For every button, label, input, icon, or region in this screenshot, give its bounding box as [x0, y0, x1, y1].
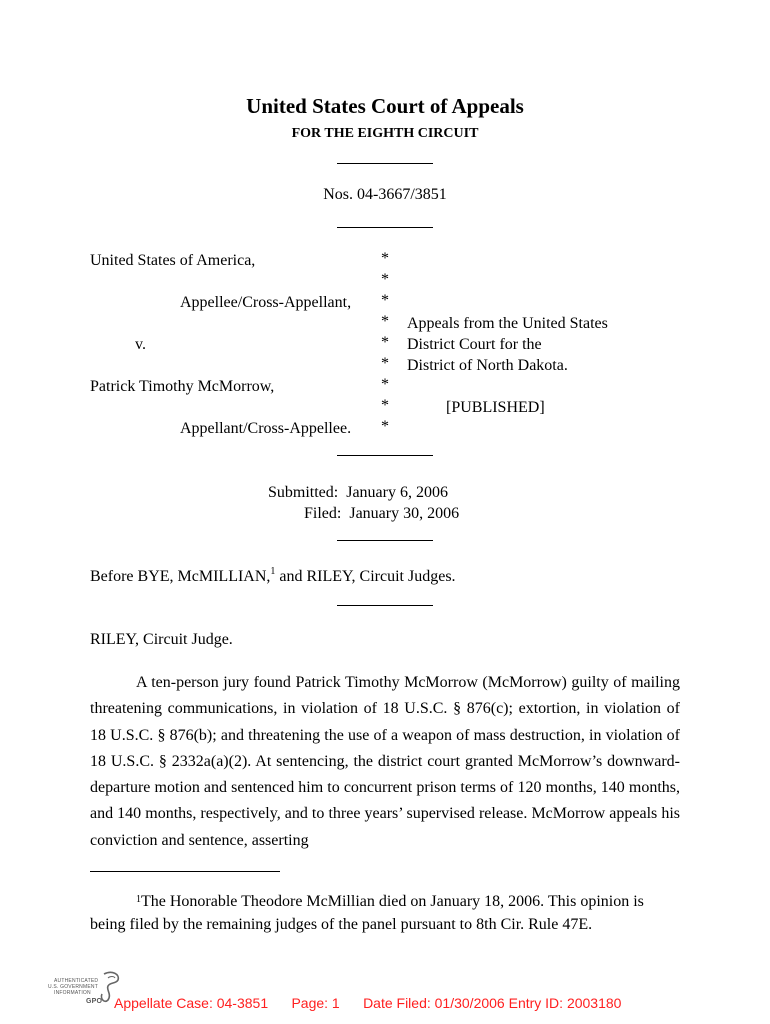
- party-usa-role: Appellee/Cross-Appellant,: [180, 294, 352, 311]
- circuit-subtitle: FOR THE EIGHTH CIRCUIT: [291, 126, 479, 141]
- caption-star: *: [381, 313, 389, 330]
- caption-star: *: [381, 418, 389, 435]
- footnote-ref: 1: [270, 566, 276, 577]
- divider-3: [337, 455, 433, 456]
- appeal-line-2: District Court for the: [407, 336, 542, 353]
- party-mcmorrow-role: Appellant/Cross-Appellee.: [180, 420, 352, 437]
- party-mcmorrow: Patrick Timothy McMorrow,: [90, 378, 275, 395]
- divider-4: [337, 540, 433, 541]
- caption-star: *: [381, 355, 389, 372]
- caption-star: *: [381, 250, 389, 267]
- footnote-text: The Honorable Theodore McMillian died on January 18, 2006. This opinion is being filed by the remaining judges of the panel pursuant to 8th Cir. Rule 47E.: [90, 893, 644, 933]
- footnote-divider: [90, 871, 280, 872]
- appeal-line-1: Appeals from the United States: [407, 315, 608, 332]
- seal-line-2: U.S. GOVERNMENT: [48, 984, 98, 990]
- party-usa: United States of America,: [90, 252, 256, 269]
- court-title: United States Court of Appeals: [246, 94, 524, 118]
- caption-star: *: [381, 271, 389, 288]
- caption-star: *: [381, 397, 389, 414]
- author-line: RILEY, Circuit Judge.: [90, 631, 233, 648]
- panel-before: Before BYE, McMILLIAN,: [90, 568, 271, 585]
- divider-2: [337, 227, 433, 228]
- footnote: [90, 890, 680, 936]
- published-label: [PUBLISHED]: [446, 399, 545, 416]
- stamp-filed: Date Filed: 01/30/2006 Entry ID: 2003180: [363, 995, 622, 1011]
- versus: v.: [135, 336, 146, 353]
- opinion-paragraph: A ten-person jury found Patrick Timothy McMorrow (McMorrow) guilty of mailing threatening communications, in violation of 18 U.S.C. § 876(c); extortion, in violation of 18 U.S.C. § 876(b); and threatening the use of a weapon of mass destruction, in violation of 18 U.S.C. § 2332a(a)(2). At sentencing, the district court granted McMorrow’s downward-departure motion and sentenced him to concurrent prison terms of 120 months, 140 months, and 140 months, respectively, and to three years’ supervised release. McMorrow appeals his conviction and sentence, asserting: [90, 674, 680, 849]
- ecf-stamp: [114, 995, 621, 1011]
- submitted-date: Submitted: January 6, 2006: [268, 484, 448, 501]
- seal-line-4: GPO: [86, 998, 103, 1005]
- panel-after: and RILEY, Circuit Judges.: [275, 568, 456, 585]
- stamp-page: Page: 1: [291, 995, 340, 1011]
- filed-date: Filed: January 30, 2006: [304, 505, 460, 522]
- footnote-mark: 1: [136, 894, 141, 905]
- caption-star: *: [381, 334, 389, 351]
- seal-line-1: AUTHENTICATED: [54, 978, 99, 984]
- panel-line: [90, 568, 680, 586]
- divider-5: [337, 605, 433, 606]
- docket-number: Nos. 04-3667/3851: [323, 186, 447, 203]
- divider-1: [337, 163, 433, 164]
- seal-line-3: INFORMATION: [54, 990, 91, 996]
- appeal-line-3: District of North Dakota.: [407, 357, 568, 374]
- stamp-case: Appellate Case: 04-3851: [114, 995, 269, 1011]
- caption-star: *: [381, 292, 389, 309]
- caption-star: *: [381, 376, 389, 393]
